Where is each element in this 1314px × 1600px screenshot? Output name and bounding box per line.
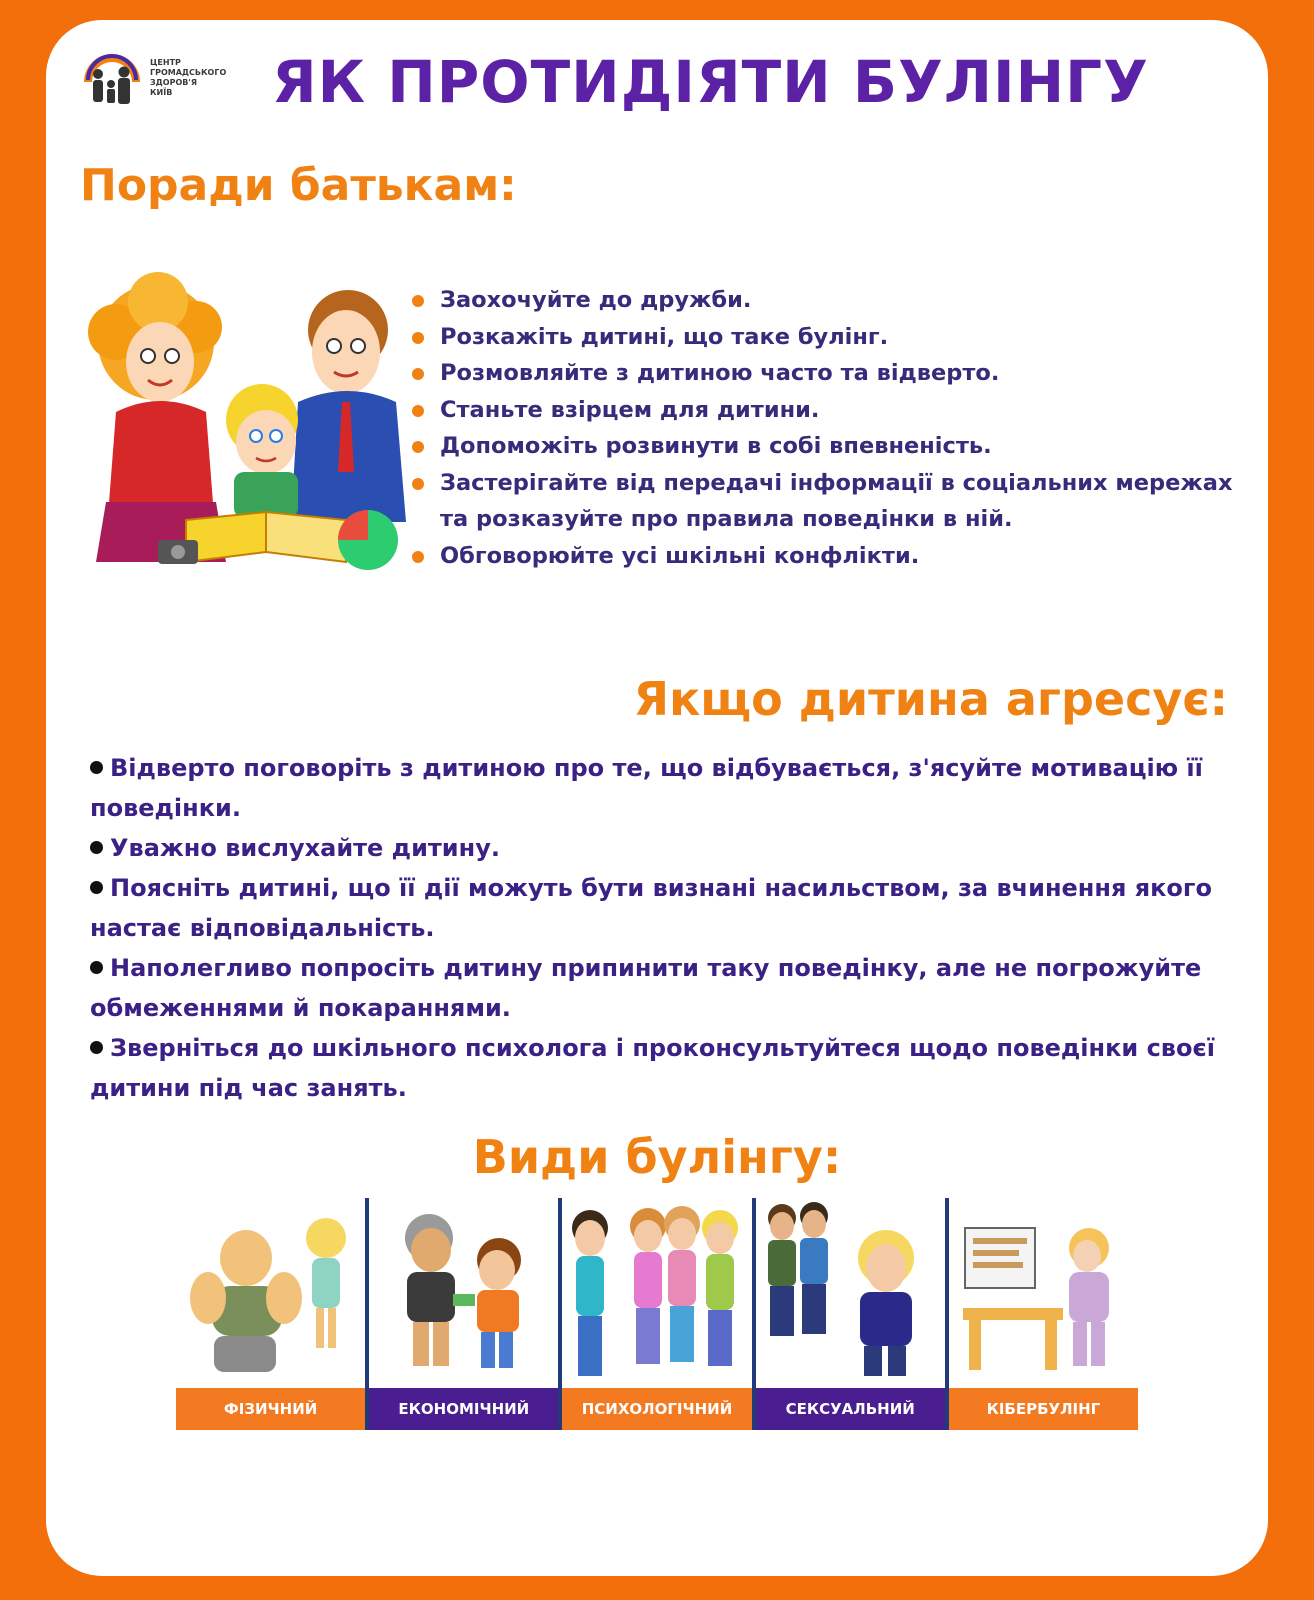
type-label: ЕКОНОМІЧНИЙ: [369, 1388, 558, 1430]
logo-line: ГРОМАДСЬКОГО: [150, 68, 227, 77]
list-item: [90, 828, 1240, 868]
bullet-icon: [412, 405, 424, 417]
tip-text: Обговорюйте усі шкільні конфлікти.: [440, 542, 920, 569]
item-text: Відверто поговоріть з дитиною про те, що відбувається, з'ясуйте мотивацію її поведінки.: [90, 754, 1203, 822]
type-label: ФІЗИЧНИЙ: [176, 1388, 365, 1430]
bullet-icon: [90, 841, 103, 854]
type-label: СЕКСУАЛЬНИЙ: [756, 1388, 945, 1430]
bullet-icon: [412, 441, 424, 453]
bullet-icon: [412, 368, 424, 380]
type-psychological: [562, 1198, 755, 1430]
item-text: Зверніться до шкільного психолога і проконсультуйтеся щодо поведінки своєї дитини під час занять.: [90, 1034, 1215, 1102]
cyberbullying-icon: [949, 1198, 1137, 1388]
family-reading-icon: [76, 272, 416, 582]
list-item: [410, 282, 1250, 319]
types-heading: Види булінгу:: [472, 1130, 842, 1184]
poster-card: [46, 20, 1268, 1576]
list-item: [90, 1028, 1240, 1108]
family-illustration: [76, 272, 416, 582]
tip-text: Застерігайте від передачі інформації в соціальних мережах та розказуйте про правила поведінки в ній.: [440, 469, 1233, 532]
bullet-icon: [412, 551, 424, 563]
economic-bullying-icon: [369, 1198, 557, 1388]
psychological-bullying-icon: [562, 1198, 750, 1388]
parents-heading: Поради батькам:: [80, 160, 517, 211]
type-economic: [369, 1198, 562, 1430]
physical-bullying-icon: [176, 1198, 364, 1388]
tip-text: Станьте взірцем для дитини.: [440, 396, 820, 423]
bullet-icon: [412, 478, 424, 490]
list-item: [90, 868, 1240, 948]
logo-text: [150, 58, 250, 98]
tip-text: Розкажіть дитині, що таке булінг.: [440, 323, 889, 350]
item-text: Наполегливо попросіть дитину припинити таку поведінку, але не погрожуйте обмеженнями й покараннями.: [90, 954, 1202, 1022]
logo: [80, 40, 250, 120]
type-label: ПСИХОЛОГІЧНИЙ: [562, 1388, 751, 1430]
list-item: [410, 465, 1250, 538]
type-label: КІБЕРБУЛІНГ: [949, 1388, 1138, 1430]
type-physical: [176, 1198, 369, 1430]
bullet-icon: [412, 295, 424, 307]
logo-line: ЗДОРОВ'Я: [150, 78, 197, 87]
aggressive-heading: Якщо дитина агресує:: [633, 672, 1228, 726]
bullet-icon: [412, 332, 424, 344]
logo-line: КИЇВ: [150, 88, 173, 97]
type-sexual: [756, 1198, 949, 1430]
item-text: Поясніть дитині, що її дії можуть бути визнані насильством, за вчинення якого настає відповідальність.: [90, 874, 1212, 942]
list-item: [410, 392, 1250, 429]
family-logo-icon: [80, 40, 144, 110]
list-item: [410, 355, 1250, 392]
tip-text: Допоможіть розвинути в собі впевненість.: [440, 433, 992, 459]
tip-text: Заохочуйте до дружби.: [440, 287, 752, 313]
list-item: [410, 319, 1250, 356]
aggressive-list: [90, 748, 1240, 1108]
list-item: [410, 538, 1250, 575]
type-cyber: [949, 1198, 1138, 1430]
list-item: [90, 948, 1240, 1028]
page-title: ЯК ПРОТИДІЯТИ БУЛІНГУ: [272, 48, 1149, 116]
sexual-bullying-icon: [756, 1198, 944, 1388]
bullying-types-strip: [176, 1198, 1138, 1430]
bullet-icon: [90, 881, 103, 894]
list-item: [90, 748, 1240, 828]
bullet-icon: [90, 961, 103, 974]
bullet-icon: [90, 1041, 103, 1054]
logo-line: ЦЕНТР: [150, 58, 181, 67]
bullet-icon: [90, 761, 103, 774]
parents-tips-list: [410, 282, 1250, 574]
item-text: Уважно вислухайте дитину.: [110, 834, 500, 862]
list-item: [410, 428, 1250, 465]
tip-text: Розмовляйте з дитиною часто та відверто.: [440, 360, 1000, 386]
